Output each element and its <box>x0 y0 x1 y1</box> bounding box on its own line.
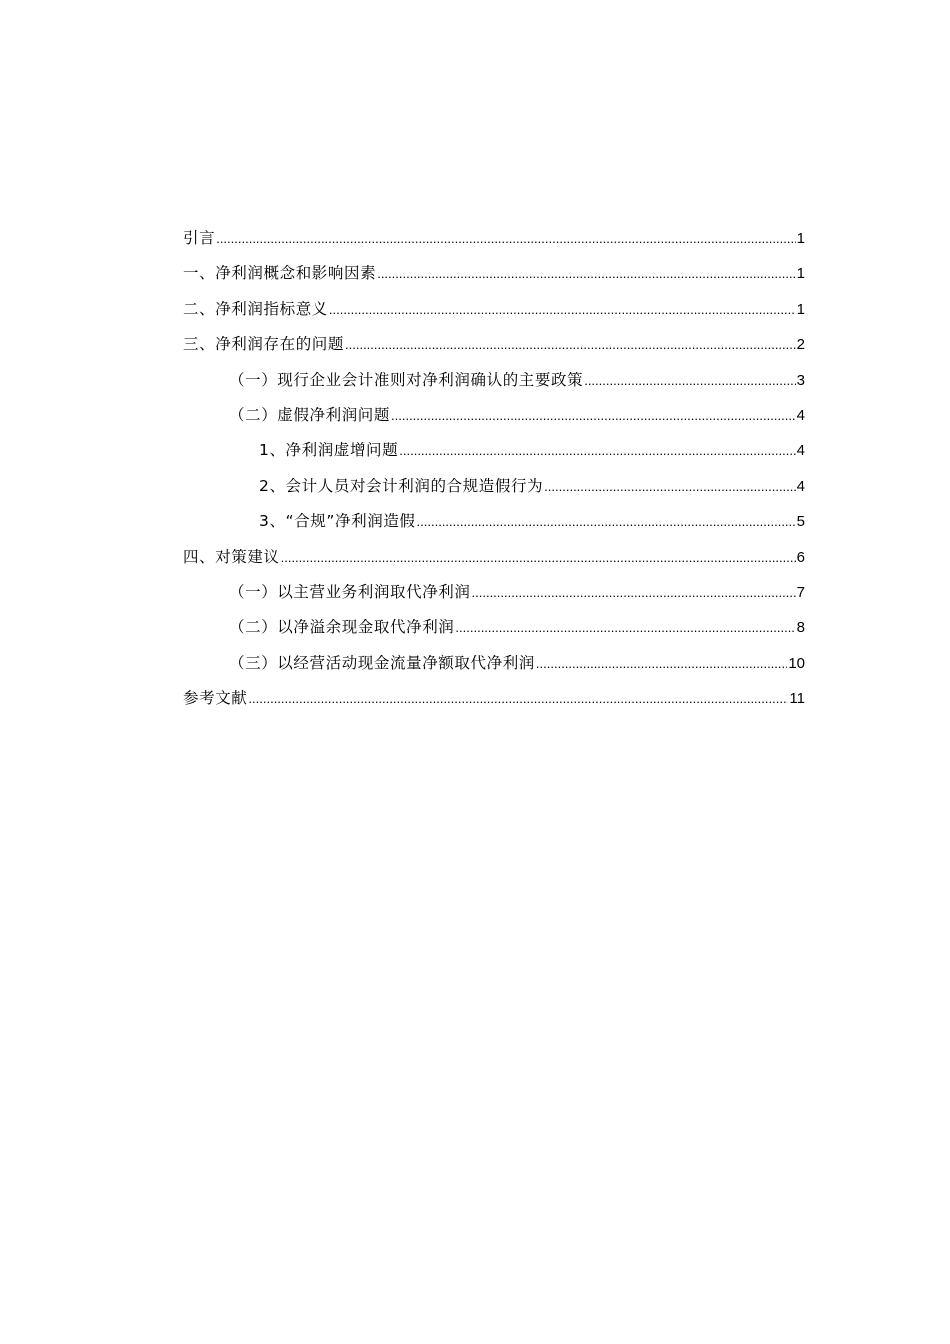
toc-dot-leader <box>472 581 796 605</box>
toc-entry-page: 6 <box>796 548 805 566</box>
toc-dot-leader <box>399 439 795 463</box>
toc-entry-title: 1、净利润虚增问题 <box>259 441 399 460</box>
toc-entry-page: 8 <box>796 619 805 637</box>
toc-entry-page: 2 <box>796 336 805 354</box>
toc-entry-title: 三、净利润存在的问题 <box>183 335 345 354</box>
toc-entry-page: 7 <box>796 583 805 601</box>
toc-entry-title: 二、净利润指标意义 <box>183 299 328 318</box>
toc-entry[interactable] <box>183 615 805 650</box>
toc-entry-title: （一）以主营业务利润取代净利润 <box>229 582 471 601</box>
toc-entry-title: 引言 <box>183 229 216 247</box>
toc-entry-page: 4 <box>796 477 805 495</box>
toc-dot-leader <box>391 404 796 428</box>
toc-dot-leader <box>216 227 795 251</box>
toc-dot-leader <box>345 333 796 357</box>
toc-entry-title: 参考文献 <box>183 689 248 708</box>
toc-dot-leader <box>536 652 787 676</box>
toc-entry-title: 一、净利润概念和影响因素 <box>183 264 377 283</box>
toc-entry-title: 四、对策建议 <box>183 547 280 566</box>
toc-entry[interactable] <box>183 226 805 261</box>
toc-dot-leader <box>329 298 796 322</box>
toc-entry-title: （一）现行企业会计准则对净利润确认的主要政策 <box>229 370 584 389</box>
toc-dot-leader <box>544 475 795 499</box>
toc-entry-page: 1 <box>796 230 805 247</box>
toc-entry[interactable] <box>183 368 805 403</box>
toc-entry-title: （三）以经营活动现金流量净额取代净利润 <box>229 653 535 672</box>
toc-entry-page: 3 <box>796 371 805 389</box>
toc-entry-title: （二）以净溢余现金取代净利润 <box>229 618 455 637</box>
toc-entry[interactable] <box>183 438 805 473</box>
toc-entry[interactable] <box>183 261 805 296</box>
toc-dot-leader <box>417 510 796 534</box>
toc-dot-leader <box>248 687 788 711</box>
toc-entry[interactable] <box>183 403 805 438</box>
toc-entry-page: 4 <box>796 406 805 424</box>
toc-entry[interactable] <box>183 580 805 615</box>
toc-entry-title: 3、“合规”净利润造假 <box>259 512 416 531</box>
toc-entry-title: 2、会计人员对会计利润的合规造假行为 <box>259 476 544 495</box>
toc-dot-leader <box>281 546 796 570</box>
toc-dot-leader <box>377 262 795 286</box>
toc-entry[interactable] <box>183 686 805 721</box>
toc-entry[interactable] <box>183 474 805 509</box>
toc-entry-page: 1 <box>796 265 805 283</box>
toc-entry[interactable] <box>183 545 805 580</box>
toc-entry-page: 10 <box>788 654 805 672</box>
toc-entry[interactable] <box>183 332 805 367</box>
toc-dot-leader <box>455 616 795 640</box>
toc-entry-page: 1 <box>796 300 805 318</box>
toc-entry[interactable] <box>183 297 805 332</box>
toc-dot-leader <box>584 369 795 393</box>
toc-entry[interactable] <box>183 651 805 686</box>
toc-entry-page: 5 <box>796 513 805 531</box>
toc-entry-page: 4 <box>796 442 805 460</box>
table-of-contents <box>183 226 805 721</box>
toc-entry-title: （二）虚假净利润问题 <box>229 405 391 424</box>
toc-entry[interactable] <box>183 509 805 544</box>
toc-entry-page: 11 <box>789 690 805 708</box>
